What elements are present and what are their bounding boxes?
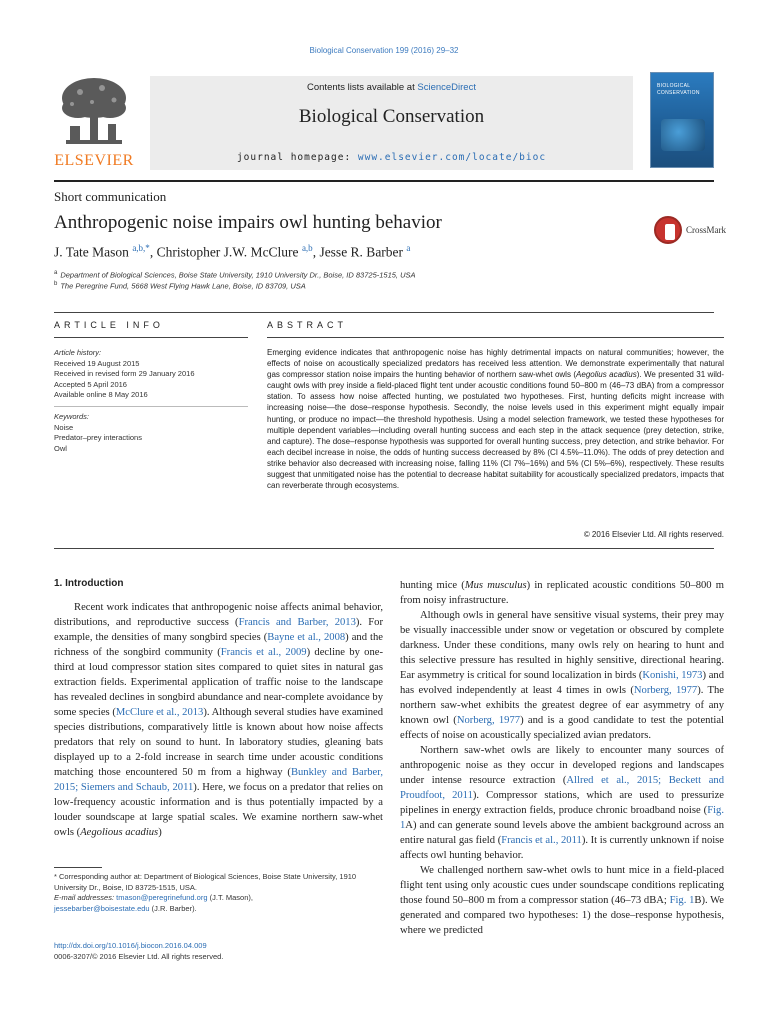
species-name: Aegolious acadius <box>80 827 159 838</box>
abstract-text: Emerging evidence indicates that anthropogenic noise has highly detrimental impacts on natural communities; however, the effects of noise on acoustically specialized predators has received less attention. We demonstrate experimentally that natural gas compressor station noise impairs the hunting behavior of northern saw-whet owls (Aegolius acadius). We presented 31 wild-caught owls with prey inside a field-placed flight tent under acoustic conditions found 50–800 m (46–73 dBA) from a compressor station. To assess how noise affected hunting, we postulated two hypotheses. First, hunting deficits might increase with increasing noise—the dose–response hypothesis. Secondly, the noise levels used in this experiment might equally impair hunting, or produce no impact—the threshold hypothesis. Using a model selection framework, we tested these hypotheses for multiple dependent variables—including overall hunting success and each step in the attack sequence (prey detection, strike, and capture). The dose–response hypothesis was supported for overall hunting success, prey detection, and strike behavior. For each decibel increase in noise, the odds of hunting success decreased by 8% (CI 4.5%–11.0%). The odds of prey detection and strike behavior also decreased with increasing noise, falling 11% (CI 7%–16%) and 5% (CI 5%–6%), respectively. These results suggest that unmitigated noise has the potential to decrease habitat suitability for acoustically specialized predators, impacts that can reverberate through ecosystems. <box>267 348 724 491</box>
keyword[interactable]: Owl <box>54 443 67 453</box>
section-heading-introduction: 1. Introduction <box>54 578 124 589</box>
citation-link[interactable]: Fig. 1 <box>669 895 695 906</box>
journal-citation[interactable]: Biological Conservation 199 (2016) 29–32 <box>309 46 459 55</box>
cover-title: BIOLOGICAL CONSERVATION <box>657 83 700 96</box>
crossmark-badge[interactable] <box>654 216 734 246</box>
citation-link[interactable]: Francis et al., 2009 <box>220 647 307 658</box>
affiliation: $^a$ Department of Biological Sciences, Boise State University, 1910 University Dr., Boise, ID 83725-1515, USA <box>54 270 416 280</box>
elsevier-logo[interactable] <box>54 74 134 172</box>
citation-link[interactable]: Norberg, 1977 <box>456 715 521 726</box>
journal-info-box <box>150 76 633 170</box>
history-date: Received in revised form 29 January 2016 <box>54 369 195 379</box>
crossmark-icon <box>654 216 682 244</box>
keyword[interactable]: Noise <box>54 422 74 432</box>
author-name[interactable]: J. Tate Mason <box>54 244 133 260</box>
footnote: * Corresponding author at: Department of Biological Sciences, Boise State University, 1910 University Dr., Boise, ID 83725-1515, USA. E-mail addresses: tmason@peregrinefund.org (J.T. Mason), jessebarber@boisestate.edu (J.R. Barber). <box>54 872 384 914</box>
citation-link[interactable]: Francis et al., 2011 <box>501 835 582 846</box>
elsevier-tree-icon <box>58 74 130 152</box>
keyword[interactable]: Predator–prey interactions <box>54 433 142 443</box>
journal-name: Biological Conservation <box>298 106 485 127</box>
crossmark-label: CrossMark <box>686 225 726 235</box>
citation-link[interactable]: Konishi, 1973 <box>642 670 703 681</box>
species-name: Mus musculus <box>464 580 527 591</box>
body-paragraph: Although owls in general have sensitive visual systems, their prey may be visually inaccessible under snow or vegetation or obscured by complete darkness. Under these conditions, many owls rely on hearing to hunt and this selective pressure has resulted in highly sensitive, directional hearing. Ear asymmetry is critical for sound localization in birds (Konishi, 1973) and has evolved independently at least 4 times in owls (Norberg, 1977). The northern saw-whet exhibits the greatest degree of ear asymmetry of any known owl (Norberg, 1977) and is a good candidate to test the potential effects of noise on acoustically specialized avian predators. <box>400 610 724 741</box>
citation-link[interactable]: Francis and Barber, 2013 <box>238 617 356 628</box>
article-info-heading: ARTICLE INFO <box>54 320 164 330</box>
abstract-heading: ABSTRACT <box>267 320 348 330</box>
info-divider <box>54 337 248 338</box>
publisher-name: ELSEVIER <box>54 152 134 169</box>
citation-link[interactable]: Allred et al., 2015; Beckett and Proudfoot, 2011 <box>400 775 724 801</box>
article-type: Short communication <box>54 189 167 204</box>
footnote-divider <box>54 867 102 868</box>
body-paragraph: We challenged northern saw-whet owls to hunt mice in a field-placed flight tent using only acoustic cues under soundscape conditions replicating those found 50–800 m from a compressor station (46–73 dBA; Fig. 1B). We generated and compared two hypotheses: 1) the dose–response hypothesis, where we predicted <box>400 865 724 936</box>
journal-masthead <box>54 70 714 174</box>
citation-link[interactable]: McClure et al., 2013 <box>115 707 204 718</box>
email-link[interactable]: tmason@peregrinefund.org <box>116 893 208 902</box>
author-affiliation-mark[interactable]: a <box>406 243 411 253</box>
author-name[interactable]: , Christopher J.W. McClure <box>149 244 302 260</box>
body-paragraph: Northern saw-whet owls are likely to encounter many sources of anthropogenic noise as they occur in developed regions and landscapes under intense resource extraction (Allred et al., 2015; Beckett and Proudfoot, 2011). Compressor stations, which are used to pressurize pipelines in energy extraction fields, produce chronic broadband noise (Fig. 1A) and can generate sound levels above the ambient background across an entire natural gas field (Francis et al., 2011). It is currently unknown if noise affects owl hunting behavior. <box>400 745 725 861</box>
doi-link[interactable]: http://dx.doi.org/10.1016/j.biocon.2016.04.009 <box>54 941 207 950</box>
journal-cover-thumbnail[interactable] <box>650 72 714 168</box>
citation-link[interactable]: Norberg, 1977 <box>633 685 698 696</box>
author-affiliation-mark[interactable]: a,b <box>301 243 313 253</box>
issn-line: 0006-3207/© 2016 Elsevier Ltd. All rights reserved. <box>54 952 224 961</box>
body-paragraph: hunting mice (Mus musculus) in replicated acoustic conditions 50–800 m from noisy infrastructure. <box>400 580 724 606</box>
section-divider <box>54 312 714 313</box>
corresponding-author-note: * Corresponding author at: Department of Biological Sciences, Boise State University, 1910 University Dr., Boise, ID 83725-1515, USA. <box>54 872 357 892</box>
history-date: Received 19 August 2015 <box>54 358 140 368</box>
body-divider <box>54 548 714 549</box>
body-column-left <box>54 600 383 840</box>
journal-homepage-link[interactable]: www.elsevier.com/locate/bioc <box>357 152 547 163</box>
homepage-line: journal homepage: www.elsevier.com/locate/bioc <box>236 152 547 163</box>
article-history: Article history: Received 19 August 2015 Received in revised form 29 January 2016 Accepted 5 April 2016 Available online 8 May 2016 <box>54 348 195 400</box>
citation-link[interactable]: Bunkley and Barber, 2015; Siemers and Schaub, 2011 <box>54 767 383 793</box>
body-column-right <box>400 578 724 938</box>
author-affiliation-mark[interactable]: a,b,* <box>132 243 150 253</box>
keywords: Keywords: Noise Predator–prey interactions Owl <box>54 412 142 453</box>
abstract-divider <box>267 337 724 338</box>
history-date: Accepted 5 April 2016 <box>54 379 127 389</box>
article-title: Anthropogenic noise impairs owl hunting behavior <box>54 212 442 233</box>
cover-artwork <box>661 119 705 151</box>
header-divider <box>54 180 714 182</box>
history-date: Available online 8 May 2016 <box>54 390 148 400</box>
contents-line: Contents lists available at ScienceDirect <box>307 82 476 93</box>
keywords-divider <box>54 406 248 407</box>
email-link[interactable]: jessebarber@boisestate.edu <box>54 903 150 913</box>
author-list <box>54 243 410 261</box>
body-paragraph: Recent work indicates that anthropogenic noise affects animal behavior, distributions, and reproductive success (Francis and Barber, 2013). For example, the densities of many songbird species (Bayne et al., 2008) and the richness of the songbird community (Francis et al., 2009) decline by one-third at loud compressor station sites compared to quiet sites in natural gas extraction fields. Experimental application of traffic noise to the landscape has revealed declines in songbird abundance and near-complete avoidance by some species (McClure et al., 2013). Although several studies have examined species distributions, comparatively little is known about how noise affects predators that rely on sound to hunt. In laboratory studies, gleaning bats displayed up to a 2-fold increase in search time under acoustic conditions matching those encountered 50 m from a highway (Bunkley and Barber, 2015; Siemers and Schaub, 2011). Here, we focus on a predator that relies on low-frequency acoustic information and is thus potentially impacted by a louder soundscape at large spatial scales. We examine northern saw-whet owls (Aegolious acadius) <box>54 602 383 838</box>
abstract-copyright: © 2016 Elsevier Ltd. All rights reserved. <box>583 530 724 539</box>
sciencedirect-link[interactable]: ScienceDirect <box>417 82 476 93</box>
author-name[interactable]: , Jesse R. Barber <box>312 244 407 260</box>
affiliation: $^b$ The Peregrine Fund, 5668 West Flying Hawk Lane, Boise, ID 83709, USA <box>54 281 306 291</box>
citation-link[interactable]: Bayne et al., 2008 <box>267 632 346 643</box>
citation-link[interactable]: Fig. 1 <box>400 805 724 831</box>
